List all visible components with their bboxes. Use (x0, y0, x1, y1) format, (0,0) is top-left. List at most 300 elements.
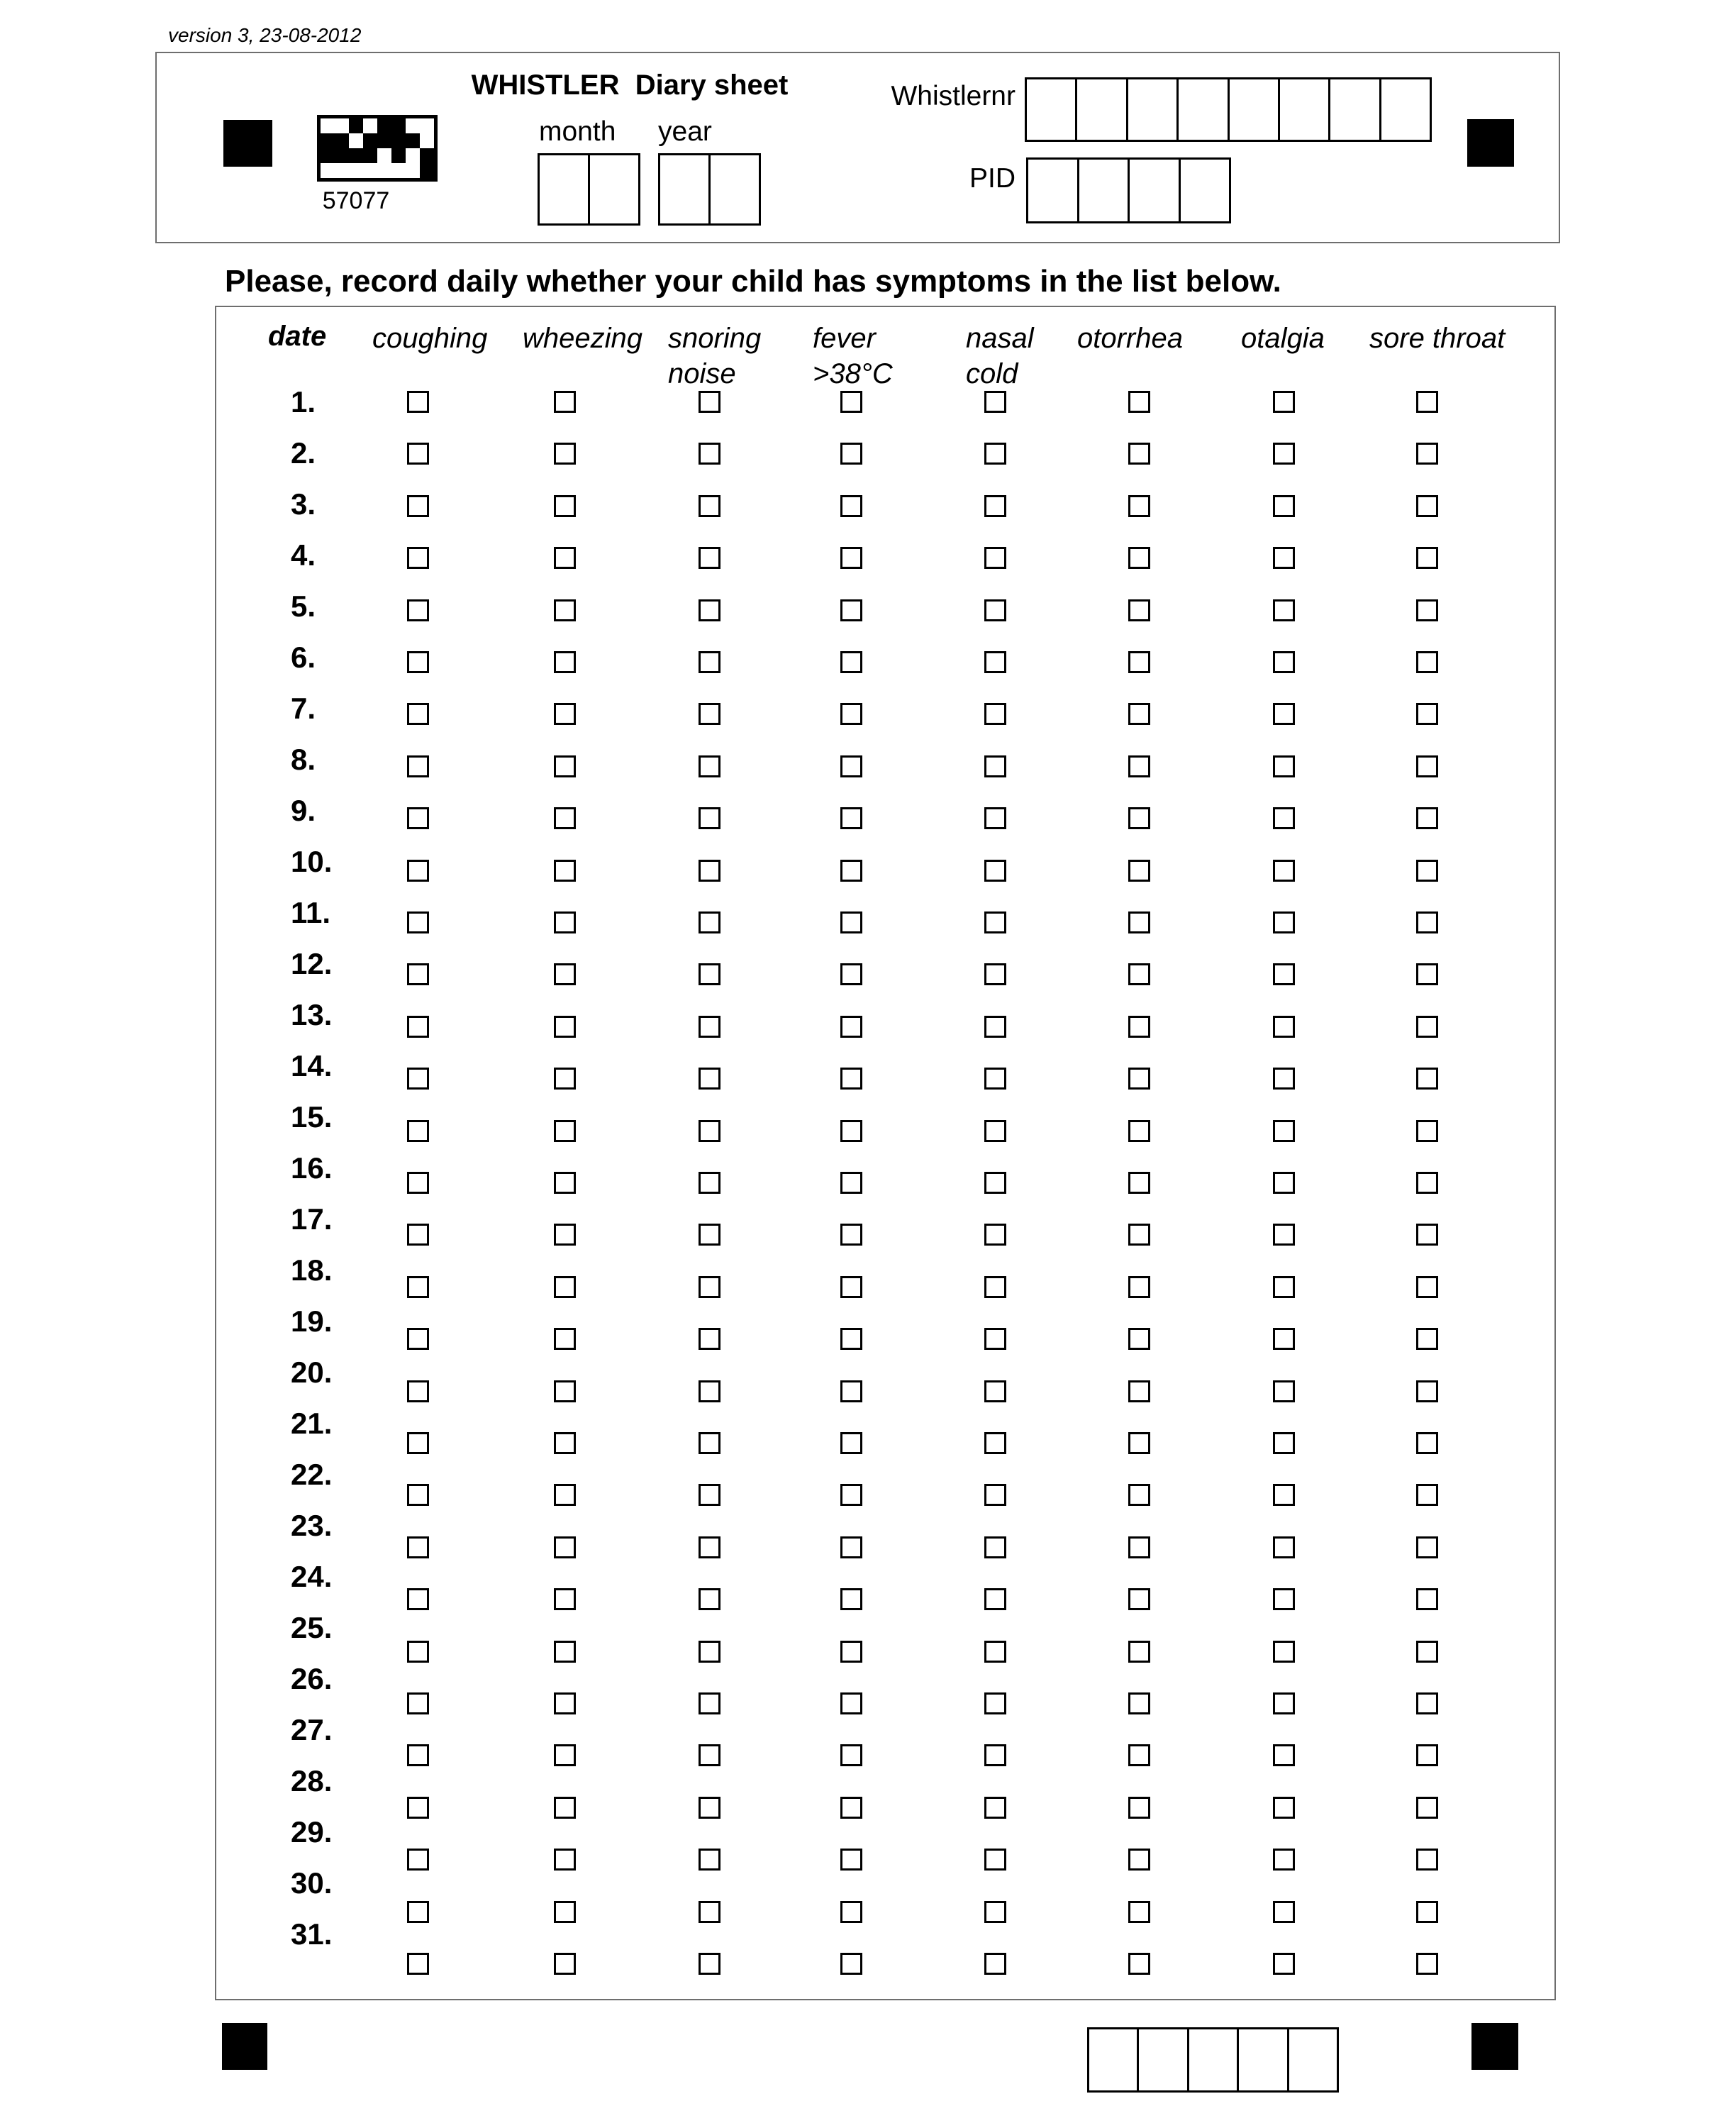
symptom-checkbox[interactable] (1273, 1380, 1295, 1402)
symptom-checkbox[interactable] (984, 1797, 1006, 1819)
month-digit-cell[interactable] (590, 155, 638, 223)
barcode-cell (420, 133, 434, 148)
symptom-checkbox[interactable] (1128, 495, 1150, 517)
symptom-checkbox[interactable] (407, 1276, 429, 1298)
symptom-checkbox[interactable] (1273, 1328, 1295, 1350)
symptom-checkbox[interactable] (554, 911, 576, 933)
symptom-checkbox[interactable] (1416, 911, 1438, 933)
symptom-checkbox[interactable] (699, 1953, 720, 1975)
symptom-checkbox[interactable] (554, 1380, 576, 1402)
symptom-checkbox[interactable] (407, 1641, 429, 1663)
symptom-checkbox[interactable] (1416, 651, 1438, 673)
symptom-checkbox[interactable] (840, 911, 862, 933)
symptom-checkbox[interactable] (699, 1068, 720, 1090)
symptom-checkbox[interactable] (407, 1849, 429, 1871)
symptom-checkbox[interactable] (1273, 495, 1295, 517)
barcode-cell (377, 148, 391, 163)
symptom-checkbox[interactable] (984, 391, 1006, 413)
symptom-checkbox[interactable] (1273, 860, 1295, 882)
symptom-checkbox[interactable] (840, 443, 862, 465)
symptom-checkbox[interactable] (699, 1432, 720, 1454)
symptom-checkbox[interactable] (1273, 1692, 1295, 1714)
symptom-checkbox[interactable] (407, 1172, 429, 1194)
symptom-checkbox[interactable] (1128, 1484, 1150, 1506)
date-label: 22. (291, 1458, 333, 1491)
header-box (155, 52, 1560, 243)
barcode-cell (391, 163, 406, 178)
symptom-checkbox[interactable] (1416, 807, 1438, 829)
symptom-checkbox[interactable] (1416, 1016, 1438, 1038)
symptom-checkbox[interactable] (407, 1536, 429, 1558)
symptom-checkbox[interactable] (699, 1588, 720, 1610)
symptom-checkbox[interactable] (554, 807, 576, 829)
symptom-checkbox[interactable] (984, 1901, 1006, 1923)
date-label: 23. (291, 1509, 333, 1542)
symptom-checkbox[interactable] (1273, 1432, 1295, 1454)
column-header-line: cold (966, 358, 1018, 389)
symptom-checkbox[interactable] (699, 755, 720, 777)
symptom-checkbox[interactable] (1273, 547, 1295, 569)
month-label: month (539, 116, 616, 147)
symptom-checkbox[interactable] (840, 1380, 862, 1402)
symptom-checkbox[interactable] (699, 599, 720, 621)
barcode-cell (420, 163, 434, 178)
symptom-checkbox[interactable] (984, 495, 1006, 517)
symptom-checkbox[interactable] (407, 755, 429, 777)
symptom-checkbox[interactable] (1273, 1276, 1295, 1298)
symptom-checkbox[interactable] (1416, 1432, 1438, 1454)
symptom-checkbox[interactable] (1128, 651, 1150, 673)
symptom-checkbox[interactable] (1128, 755, 1150, 777)
symptom-checkbox[interactable] (407, 1484, 429, 1506)
symptom-checkbox[interactable] (554, 1641, 576, 1663)
symptom-checkbox[interactable] (554, 1536, 576, 1558)
symptom-checkbox[interactable] (407, 547, 429, 569)
symptom-checkbox[interactable] (1128, 1797, 1150, 1819)
symptom-checkbox[interactable] (554, 755, 576, 777)
symptom-checkbox[interactable] (840, 1276, 862, 1298)
month-digit-cell[interactable] (540, 155, 590, 223)
year-digit-cell[interactable] (660, 155, 711, 223)
symptom-checkbox[interactable] (407, 807, 429, 829)
symptom-checkbox[interactable] (407, 1901, 429, 1923)
symptom-checkbox[interactable] (1128, 1224, 1150, 1246)
symptom-checkbox[interactable] (554, 703, 576, 725)
whistlernr-digit-cell[interactable] (1179, 79, 1229, 140)
symptom-checkbox[interactable] (1416, 1068, 1438, 1090)
symptom-checkbox[interactable] (699, 1484, 720, 1506)
symptom-checkbox[interactable] (554, 1901, 576, 1923)
column-header-line: snoring (668, 323, 762, 354)
footer-digit-cell[interactable] (1289, 2029, 1337, 2090)
symptom-checkbox[interactable] (1128, 1432, 1150, 1454)
symptom-checkbox[interactable] (1273, 1536, 1295, 1558)
symptom-checkbox[interactable] (1273, 1172, 1295, 1194)
symptom-checkbox[interactable] (407, 1588, 429, 1610)
fiducial-marker-top-left (223, 120, 272, 167)
symptom-checkbox[interactable] (840, 1588, 862, 1610)
symptom-checkbox[interactable] (1273, 1588, 1295, 1610)
symptom-checkbox[interactable] (984, 1432, 1006, 1454)
symptom-checkbox[interactable] (1128, 1901, 1150, 1923)
footer-digit-cell[interactable] (1239, 2029, 1289, 2090)
symptom-checkbox[interactable] (407, 599, 429, 621)
symptom-checkbox[interactable] (554, 1224, 576, 1246)
symptom-checkbox[interactable] (840, 495, 862, 517)
column-header-line: nasal (966, 323, 1034, 354)
symptom-checkbox[interactable] (840, 1953, 862, 1975)
symptom-checkbox[interactable] (1416, 1172, 1438, 1194)
symptom-checkbox[interactable] (1416, 860, 1438, 882)
symptom-checkbox[interactable] (984, 1588, 1006, 1610)
symptom-checkbox[interactable] (1273, 807, 1295, 829)
symptom-checkbox[interactable] (1416, 1328, 1438, 1350)
symptom-checkbox[interactable] (554, 1744, 576, 1766)
barcode-cell (363, 148, 377, 163)
symptom-checkbox[interactable] (840, 755, 862, 777)
symptom-checkbox[interactable] (1128, 1172, 1150, 1194)
symptom-checkbox[interactable] (407, 1744, 429, 1766)
symptom-checkbox[interactable] (1128, 1380, 1150, 1402)
symptom-checkbox[interactable] (840, 1797, 862, 1819)
symptom-checkbox[interactable] (407, 651, 429, 673)
symptom-checkbox[interactable] (699, 391, 720, 413)
symptom-checkbox[interactable] (1273, 651, 1295, 673)
symptom-checkbox[interactable] (1416, 703, 1438, 725)
symptom-checkbox[interactable] (554, 1432, 576, 1454)
symptom-checkbox[interactable] (1128, 963, 1150, 985)
symptom-checkbox[interactable] (1416, 1797, 1438, 1819)
symptom-checkbox[interactable] (1273, 755, 1295, 777)
symptom-checkbox[interactable] (840, 860, 862, 882)
symptom-checkbox[interactable] (840, 1484, 862, 1506)
symptom-checkbox[interactable] (1273, 963, 1295, 985)
symptom-checkbox[interactable] (554, 1849, 576, 1871)
pid-digit-cell[interactable] (1130, 160, 1181, 221)
symptom-checkbox[interactable] (840, 1744, 862, 1766)
symptom-checkbox[interactable] (1128, 1328, 1150, 1350)
symptom-checkbox[interactable] (1273, 1797, 1295, 1819)
date-label: 14. (291, 1049, 333, 1082)
symptom-checkbox[interactable] (407, 391, 429, 413)
symptom-checkbox[interactable] (1416, 1380, 1438, 1402)
symptom-checkbox[interactable] (1273, 1953, 1295, 1975)
symptom-checkbox[interactable] (1128, 1744, 1150, 1766)
symptom-checkbox[interactable] (984, 1953, 1006, 1975)
date-label: 24. (291, 1560, 333, 1593)
symptom-checkbox[interactable] (1273, 1849, 1295, 1871)
symptom-checkbox[interactable] (984, 599, 1006, 621)
symptom-checkbox[interactable] (984, 703, 1006, 725)
symptom-checkbox[interactable] (699, 963, 720, 985)
symptom-checkbox[interactable] (407, 963, 429, 985)
symptom-checkbox[interactable] (407, 1224, 429, 1246)
symptom-checkbox[interactable] (1273, 443, 1295, 465)
symptom-checkbox[interactable] (699, 1536, 720, 1558)
symptom-checkbox[interactable] (840, 1432, 862, 1454)
symptom-checkbox[interactable] (984, 1484, 1006, 1506)
symptom-checkbox[interactable] (699, 1328, 720, 1350)
symptom-checkbox[interactable] (699, 1641, 720, 1663)
date-label: 9. (291, 794, 316, 827)
symptom-checkbox[interactable] (984, 1276, 1006, 1298)
version-note: version 3, 23-08-2012 (168, 24, 362, 46)
symptom-checkbox[interactable] (1273, 911, 1295, 933)
symptom-checkbox[interactable] (699, 1172, 720, 1194)
symptom-checkbox[interactable] (1128, 1849, 1150, 1871)
symptom-checkbox[interactable] (984, 651, 1006, 673)
whistlernr-digit-cell[interactable] (1381, 79, 1430, 140)
symptom-checkbox[interactable] (1416, 755, 1438, 777)
symptom-checkbox[interactable] (407, 443, 429, 465)
symptom-checkbox[interactable] (699, 1797, 720, 1819)
symptom-checkbox[interactable] (699, 1120, 720, 1142)
symptom-checkbox[interactable] (1273, 703, 1295, 725)
symptom-checkbox[interactable] (984, 860, 1006, 882)
symptom-checkbox[interactable] (554, 1120, 576, 1142)
symptom-checkbox[interactable] (1128, 1953, 1150, 1975)
symptom-checkbox[interactable] (1273, 1120, 1295, 1142)
symptom-checkbox[interactable] (1416, 599, 1438, 621)
symptom-checkbox[interactable] (1416, 1953, 1438, 1975)
symptom-checkbox[interactable] (984, 547, 1006, 569)
symptom-checkbox[interactable] (407, 495, 429, 517)
pid-digit-cell[interactable] (1028, 160, 1079, 221)
symptom-checkbox[interactable] (554, 1328, 576, 1350)
symptom-checkbox[interactable] (407, 1797, 429, 1819)
symptom-checkbox[interactable] (1128, 1692, 1150, 1714)
whistlernr-digit-cell[interactable] (1077, 79, 1128, 140)
symptom-checkbox[interactable] (984, 807, 1006, 829)
symptom-checkbox[interactable] (407, 1432, 429, 1454)
symptom-checkbox[interactable] (1416, 1588, 1438, 1610)
symptom-checkbox[interactable] (1128, 1016, 1150, 1038)
year-label: year (658, 116, 712, 147)
symptom-checkbox[interactable] (554, 1016, 576, 1038)
barcode-cell (406, 133, 420, 148)
symptom-checkbox[interactable] (1273, 1484, 1295, 1506)
symptom-checkbox[interactable] (554, 860, 576, 882)
date-label: 18. (291, 1253, 333, 1287)
symptom-checkbox[interactable] (1128, 391, 1150, 413)
symptom-checkbox[interactable] (554, 1797, 576, 1819)
symptom-checkbox[interactable] (1128, 703, 1150, 725)
symptom-checkbox[interactable] (840, 1692, 862, 1714)
symptom-checkbox[interactable] (1416, 1744, 1438, 1766)
symptom-checkbox[interactable] (1416, 1692, 1438, 1714)
symptom-checkbox[interactable] (699, 495, 720, 517)
symptom-checkbox[interactable] (984, 1641, 1006, 1663)
symptom-checkbox[interactable] (699, 1016, 720, 1038)
symptom-checkbox[interactable] (554, 1692, 576, 1714)
symptom-checkbox[interactable] (1273, 391, 1295, 413)
barcode-cell (349, 148, 363, 163)
fiducial-marker-bottom-right (1471, 2023, 1518, 2070)
symptom-checkbox[interactable] (699, 443, 720, 465)
symptom-checkbox[interactable] (840, 599, 862, 621)
symptom-checkbox[interactable] (1416, 391, 1438, 413)
symptom-checkbox[interactable] (699, 1276, 720, 1298)
symptom-checkbox[interactable] (554, 1953, 576, 1975)
symptom-checkbox[interactable] (840, 1328, 862, 1350)
symptom-checkbox[interactable] (1416, 1641, 1438, 1663)
symptom-checkbox[interactable] (1273, 1641, 1295, 1663)
symptom-checkbox[interactable] (554, 1276, 576, 1298)
symptom-checkbox[interactable] (407, 1068, 429, 1090)
whistlernr-digit-cell[interactable] (1280, 79, 1330, 140)
symptom-checkbox[interactable] (407, 1120, 429, 1142)
whistlernr-digit-cell[interactable] (1128, 79, 1179, 140)
symptom-checkbox[interactable] (1273, 1901, 1295, 1923)
whistlernr-digit-cell[interactable] (1230, 79, 1280, 140)
symptom-checkbox[interactable] (840, 1536, 862, 1558)
symptom-checkbox[interactable] (984, 443, 1006, 465)
footer-digit-cell[interactable] (1139, 2029, 1189, 2090)
pid-digit-cell[interactable] (1079, 160, 1130, 221)
symptom-checkbox[interactable] (1416, 1901, 1438, 1923)
symptom-checkbox[interactable] (1416, 1849, 1438, 1871)
symptom-checkbox[interactable] (1416, 1224, 1438, 1246)
symptom-checkbox[interactable] (1273, 599, 1295, 621)
symptom-checkbox[interactable] (1128, 547, 1150, 569)
symptom-checkbox[interactable] (1128, 1120, 1150, 1142)
date-label: 31. (291, 1917, 333, 1951)
symptom-checkbox[interactable] (840, 547, 862, 569)
symptom-checkbox[interactable] (407, 1328, 429, 1350)
symptom-checkbox[interactable] (984, 755, 1006, 777)
symptom-checkbox[interactable] (1416, 963, 1438, 985)
footer-digit-cell[interactable] (1089, 2029, 1139, 2090)
symptom-checkbox[interactable] (1273, 1068, 1295, 1090)
symptom-checkbox[interactable] (984, 963, 1006, 985)
symptom-checkbox[interactable] (1273, 1224, 1295, 1246)
symptom-checkbox[interactable] (840, 1068, 862, 1090)
symptom-checkbox[interactable] (1128, 443, 1150, 465)
column-header (813, 321, 893, 392)
year-digit-cell[interactable] (711, 155, 759, 223)
symptom-checkbox[interactable] (984, 1068, 1006, 1090)
symptom-checkbox[interactable] (699, 1380, 720, 1402)
symptom-checkbox[interactable] (1273, 1016, 1295, 1038)
barcode-cell (321, 163, 335, 178)
symptom-checkbox[interactable] (699, 911, 720, 933)
symptom-checkbox[interactable] (840, 1172, 862, 1194)
fiducial-marker-bottom-left (222, 2023, 267, 2070)
symptom-checkbox[interactable] (840, 963, 862, 985)
symptom-checkbox[interactable] (1416, 1536, 1438, 1558)
symptom-checkbox[interactable] (699, 1849, 720, 1871)
symptom-checkbox[interactable] (699, 1692, 720, 1714)
symptom-checkbox[interactable] (554, 1068, 576, 1090)
symptom-checkbox[interactable] (699, 1901, 720, 1923)
symptom-checkbox[interactable] (407, 1016, 429, 1038)
date-label: 20. (291, 1356, 333, 1389)
symptom-checkbox[interactable] (840, 391, 862, 413)
symptom-checkbox[interactable] (554, 1172, 576, 1194)
symptom-checkbox[interactable] (1128, 1588, 1150, 1610)
symptom-checkbox[interactable] (984, 1172, 1006, 1194)
symptom-checkbox[interactable] (1416, 1276, 1438, 1298)
symptom-checkbox[interactable] (1416, 1120, 1438, 1142)
symptom-checkbox[interactable] (840, 1120, 862, 1142)
symptom-checkbox[interactable] (984, 1016, 1006, 1038)
symptom-checkbox[interactable] (554, 963, 576, 985)
symptom-checkbox[interactable] (407, 911, 429, 933)
barcode-cell (321, 118, 335, 133)
symptom-checkbox[interactable] (1128, 911, 1150, 933)
whistlernr-digit-cell[interactable] (1027, 79, 1077, 140)
symptom-checkbox[interactable] (840, 1016, 862, 1038)
symptom-checkbox[interactable] (699, 1744, 720, 1766)
barcode-cell (420, 148, 434, 163)
symptom-checkbox[interactable] (407, 1953, 429, 1975)
pid-digit-cell[interactable] (1181, 160, 1230, 221)
symptom-checkbox[interactable] (407, 1380, 429, 1402)
symptom-checkbox[interactable] (984, 1120, 1006, 1142)
symptom-checkbox[interactable] (984, 1328, 1006, 1350)
symptom-checkbox[interactable] (1128, 860, 1150, 882)
symptom-checkbox[interactable] (407, 1692, 429, 1714)
symptom-checkbox[interactable] (554, 651, 576, 673)
symptom-checkbox[interactable] (840, 1849, 862, 1871)
symptom-checkbox[interactable] (1416, 1484, 1438, 1506)
symptom-checkbox[interactable] (554, 1484, 576, 1506)
symptom-checkbox[interactable] (1128, 1641, 1150, 1663)
symptom-checkbox[interactable] (554, 547, 576, 569)
symptom-checkbox[interactable] (699, 807, 720, 829)
symptom-checkbox[interactable] (840, 807, 862, 829)
date-label: 25. (291, 1611, 333, 1644)
symptom-checkbox[interactable] (1416, 443, 1438, 465)
symptom-checkbox[interactable] (1416, 547, 1438, 569)
date-label: 4. (291, 538, 316, 572)
symptom-checkbox[interactable] (984, 1849, 1006, 1871)
symptom-checkbox[interactable] (1128, 1276, 1150, 1298)
footer-digit-cell[interactable] (1189, 2029, 1239, 2090)
symptom-checkbox[interactable] (840, 703, 862, 725)
symptom-checkbox[interactable] (699, 651, 720, 673)
symptom-checkbox[interactable] (699, 547, 720, 569)
whistlernr-digit-cell[interactable] (1330, 79, 1381, 140)
symptom-checkbox[interactable] (1128, 807, 1150, 829)
symptom-checkbox[interactable] (840, 651, 862, 673)
symptom-checkbox[interactable] (554, 391, 576, 413)
symptom-checkbox[interactable] (984, 1536, 1006, 1558)
symptom-checkbox[interactable] (984, 911, 1006, 933)
symptom-checkbox[interactable] (840, 1224, 862, 1246)
symptom-checkbox[interactable] (840, 1641, 862, 1663)
symptom-checkbox[interactable] (554, 599, 576, 621)
symptom-checkbox[interactable] (407, 703, 429, 725)
symptom-checkbox[interactable] (554, 1588, 576, 1610)
symptom-checkbox[interactable] (1128, 599, 1150, 621)
symptom-checkbox[interactable] (699, 703, 720, 725)
symptom-checkbox[interactable] (699, 1224, 720, 1246)
symptom-checkbox[interactable] (1273, 1744, 1295, 1766)
symptom-checkbox[interactable] (1128, 1068, 1150, 1090)
symptom-checkbox[interactable] (1416, 495, 1438, 517)
symptom-checkbox[interactable] (554, 443, 576, 465)
symptom-checkbox[interactable] (554, 495, 576, 517)
symptom-checkbox[interactable] (984, 1380, 1006, 1402)
symptom-checkbox[interactable] (699, 860, 720, 882)
symptom-checkbox[interactable] (984, 1692, 1006, 1714)
symptom-checkbox[interactable] (840, 1901, 862, 1923)
symptom-checkbox[interactable] (1128, 1536, 1150, 1558)
symptom-checkbox[interactable] (407, 860, 429, 882)
symptom-checkbox[interactable] (984, 1744, 1006, 1766)
symptom-checkbox[interactable] (984, 1224, 1006, 1246)
